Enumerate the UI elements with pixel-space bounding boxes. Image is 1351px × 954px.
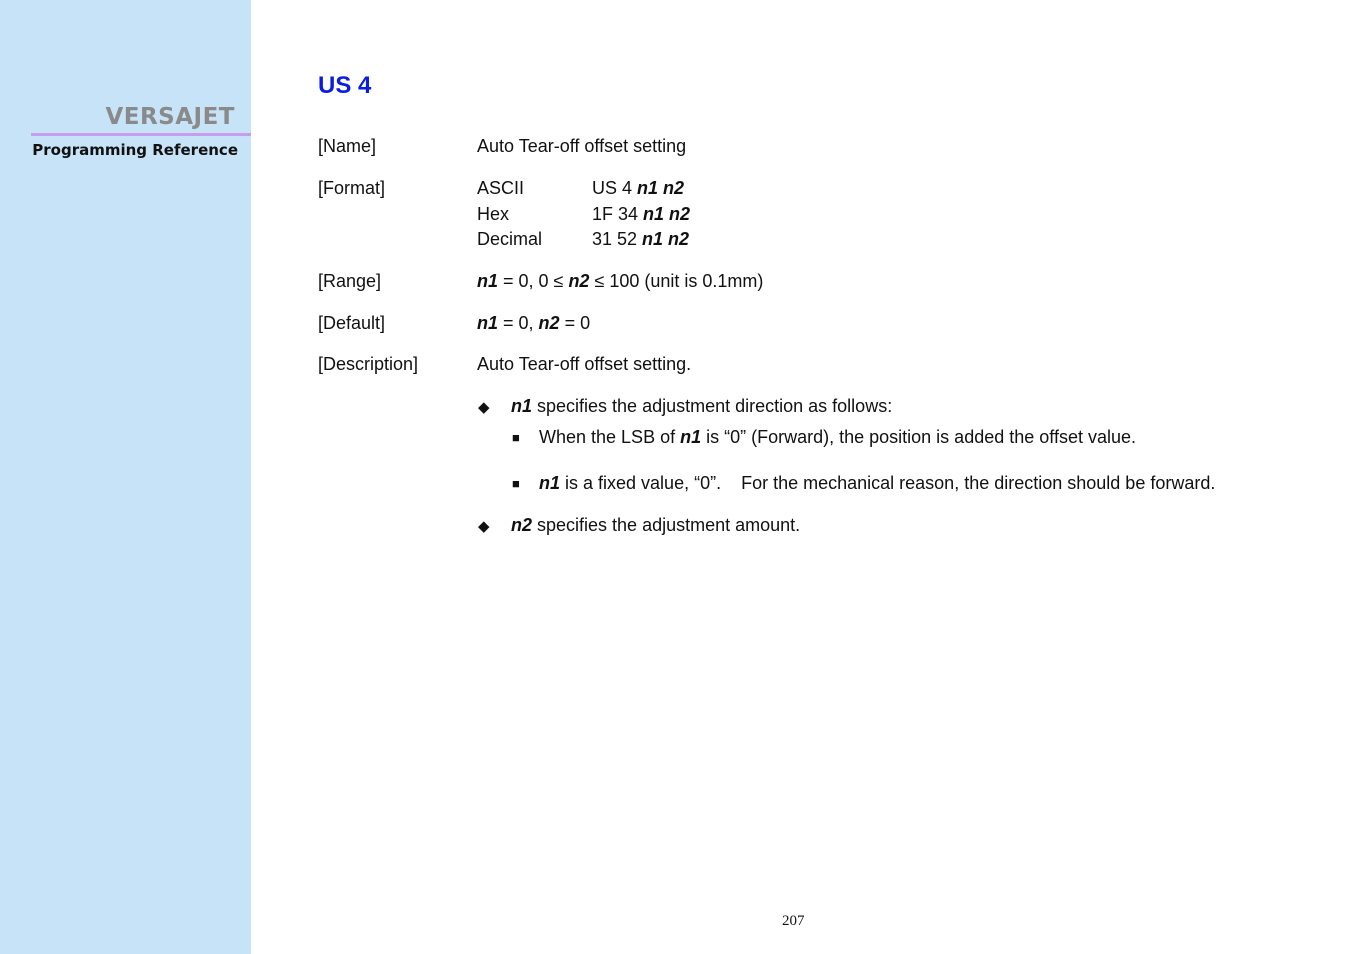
diamond-bullet-icon: ◆ [478,518,490,535]
bullet-param: n1 [511,396,533,416]
brand-divider [31,133,251,136]
name-value: Auto Tear-off offset setting [477,136,687,156]
command-title: US 4 [318,72,372,99]
bullet-text: specifies the adjustment direction as follows: [532,396,893,416]
format-ascii-key: ASCII [477,178,525,198]
sidebar [0,0,251,954]
sub-bullet-text-before: When the LSB of [539,427,681,447]
range-value [477,271,763,292]
format-decimal-value [592,229,689,250]
format-hex-key: Hex [477,204,510,224]
diamond-bullet-icon: ◆ [478,399,490,416]
default-label: [Default] [318,313,386,333]
default-text-2: = 0 [559,313,591,333]
sub-bullet-text-after: is “0” (Forward), the position is added the offset value. [701,427,1136,447]
page-number: 207 [782,913,805,929]
default-value [477,313,590,334]
description-bullet-n2 [511,515,800,536]
range-param-n2: n2 [568,271,590,291]
description-sub-bullet-1 [539,427,1136,448]
sub-bullet-param: n1 [539,473,561,493]
format-label: [Format] [318,178,386,198]
brand-logo: VERSAJET [105,104,235,130]
description-bullet-n1 [511,396,892,417]
name-label: [Name] [318,136,377,156]
range-text-2: ≤ 100 (unit is 0.1mm) [589,271,764,291]
default-param-n1: n1 [477,313,499,333]
description-sub-bullet-2 [539,473,1215,494]
sub-bullet-text-after: is a fixed value, “0”. For the mechanical reason, the direction should be forward. [560,473,1216,493]
format-ascii-params: n1 n2 [637,178,685,198]
sub-bullet-param: n1 [680,427,702,447]
square-bullet-icon: ■ [512,476,520,491]
range-text-1: = 0, 0 ≤ [498,271,569,291]
format-decimal-params: n1 n2 [642,229,690,249]
square-bullet-icon: ■ [512,430,520,445]
description-value: Auto Tear-off offset setting. [477,354,692,374]
default-param-n2: n2 [538,313,560,333]
format-ascii-prefix: US 4 [592,178,638,198]
format-decimal-prefix: 31 52 [592,229,643,249]
format-hex-value [592,204,690,225]
format-hex-prefix: 1F 34 [592,204,644,224]
format-decimal-key: Decimal [477,229,543,249]
bullet-param: n2 [511,515,533,535]
range-param-n1: n1 [477,271,499,291]
description-label: [Description] [318,354,419,374]
format-ascii-value [592,178,684,199]
range-label: [Range] [318,271,382,291]
bullet-text: specifies the adjustment amount. [532,515,801,535]
format-hex-params: n1 n2 [643,204,691,224]
default-text-1: = 0, [498,313,539,333]
document-subtitle: Programming Reference [32,141,238,159]
